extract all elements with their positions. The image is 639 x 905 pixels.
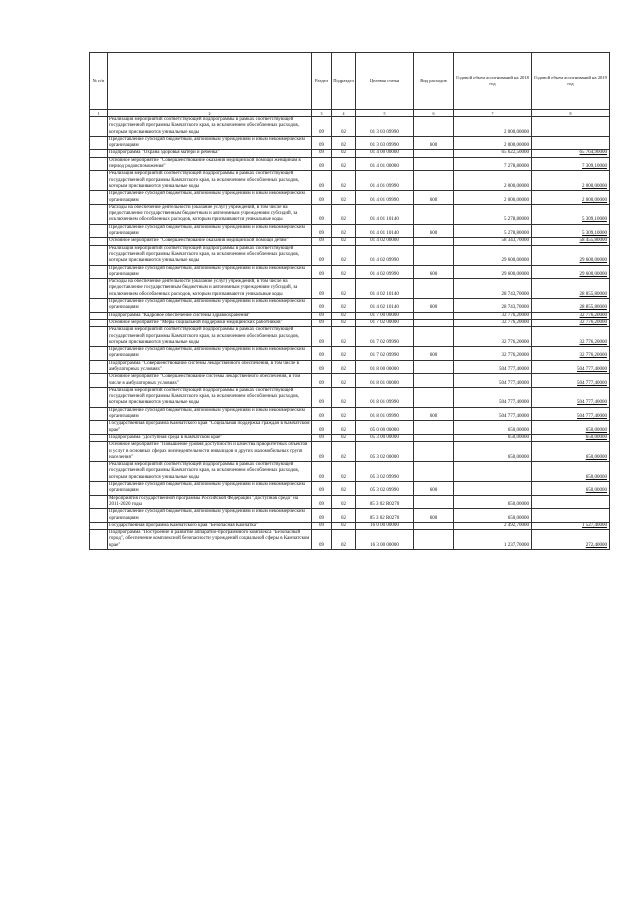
cell-y2018 [454,462,532,482]
cell-razdel: 09 [312,509,332,523]
cell-podrazdel: 02 [332,312,356,319]
cell-vid [414,150,454,157]
cell-y2018: 650,00000 [454,509,532,523]
cell-y2018: 504 777,40000 [454,407,532,421]
cell-razdel: 09 [312,347,332,361]
cell-vid: 600 [414,224,454,238]
cell-name: Подпрограмма "Кадровое обеспечение системы здравоохранения" [108,312,312,319]
cell-target: 01 4 01 10140 [356,204,414,224]
column-number-row [90,110,610,117]
cell-razdel: 09 [312,434,332,441]
cell-num [90,191,108,205]
cell-y2019: 2 000,00000 [532,191,610,205]
cell-razdel: 09 [312,530,332,550]
cell-target: 05 3 02 09990 [356,482,414,496]
cell-target: 01 8 00 00000 [356,360,414,374]
cell-podrazdel: 02 [332,421,356,435]
table-row [90,150,610,157]
cell-podrazdel: 02 [332,150,356,157]
cell-num [90,171,108,191]
cell-target: 05 3 02 R0270 [356,509,414,523]
cell-name: Предоставление субсидий бюджетным, автономным учреждениям и иным некоммерческим организациям [108,482,312,496]
cell-razdel: 09 [312,238,332,245]
cell-target: 05 3 02 R0270 [356,495,414,509]
table-row [90,157,610,171]
cell-vid [414,530,454,550]
column-number: 2 [108,110,312,117]
cell-name: Основное мероприятие "Совершенствование системы лекарственного обеспечения, в том числе в амбулаторных условиях" [108,374,312,388]
cell-razdel: 09 [312,387,332,407]
cell-podrazdel: 02 [332,434,356,441]
cell-y2018: 5 278,80000 [454,224,532,238]
cell-name: Основное мероприятие "Совершенствование оказания медицинской помощи детям" [108,238,312,245]
cell-podrazdel: 02 [332,204,356,224]
cell-podrazdel: 02 [332,530,356,550]
cell-vid: 600 [414,136,454,150]
cell-y2019: 58 455,80000 [532,238,610,245]
cell-y2019: 32 776,20000 [532,319,610,326]
cell-y2018: 29 600,00000 [454,265,532,279]
cell-y2018: 58 343,70000 [454,238,532,245]
cell-razdel: 09 [312,157,332,171]
cell-y2019: 504 777,40000 [532,374,610,388]
cell-y2019: 32 776,20000 [532,347,610,361]
cell-num [90,265,108,279]
cell-y2018: 32 776,20000 [454,319,532,326]
cell-y2018: 650,00000 [454,434,532,441]
cell-y2018: 5 278,80000 [454,204,532,224]
cell-y2018 [454,482,532,496]
cell-y2019: 32 776,20000 [532,312,610,319]
cell-vid: 600 [414,299,454,313]
table-row [90,509,610,523]
cell-target: 01 4 01 10140 [356,224,414,238]
cell-razdel: 09 [312,117,332,137]
table-row [90,347,610,361]
cell-podrazdel: 02 [332,509,356,523]
cell-y2018: 7 278,80000 [454,157,532,171]
cell-name: Основное мероприятие "Совершенствование оказания медицинской помощи женщинам в период родовспоможения" [108,157,312,171]
cell-y2019: 504 777,40000 [532,387,610,407]
cell-y2019: 7 309,10000 [532,157,610,171]
cell-target: 01 4 00 00000 [356,150,414,157]
cell-name: Предоставление субсидий бюджетным, автономным учреждениям и иным некоммерческим организациям [108,347,312,361]
column-number: 3 [312,110,332,117]
cell-target: 01 4 02 09990 [356,265,414,279]
cell-podrazdel: 02 [332,360,356,374]
cell-name: Подпрограмма "Охрана здоровья матери и ребенка" [108,150,312,157]
cell-num [90,522,108,529]
cell-num [90,238,108,245]
cell-num [90,136,108,150]
cell-podrazdel: 02 [332,191,356,205]
cell-y2019: 28 855,80000 [532,279,610,299]
cell-y2018: 504 777,40000 [454,360,532,374]
cell-y2019: 5 309,10000 [532,224,610,238]
cell-y2019: 650,00000 [532,442,610,462]
header-y2019: Годовой объем ассигнований на 2019 год [532,53,610,110]
cell-target: 01 3 03 09990 [356,136,414,150]
cell-target: 01 8 01 09990 [356,387,414,407]
cell-num [90,509,108,523]
table-row [90,495,610,509]
cell-podrazdel: 02 [332,245,356,265]
cell-num [90,462,108,482]
cell-y2018: 1 237,70000 [454,530,532,550]
cell-razdel: 09 [312,327,332,347]
table-row [90,407,610,421]
header-target: Целевая статья [356,53,414,110]
cell-name: Реализация мероприятий соответствующей подпрограммы в рамках соответствующей государственной программы Камчатского края, за исключением обособленных расходов, которым присваиваются уникальные коды [108,387,312,407]
cell-target: 01 4 02 09990 [356,245,414,265]
table-row [90,327,610,347]
cell-razdel: 09 [312,245,332,265]
cell-vid [414,360,454,374]
cell-y2018: 29 600,00000 [454,245,532,265]
cell-y2019 [532,117,610,137]
cell-razdel: 09 [312,312,332,319]
cell-num [90,434,108,441]
cell-razdel: 09 [312,265,332,279]
cell-target: 16 0 00 00000 [356,522,414,529]
cell-name: Основное мероприятие "Меры социальной поддержки медицинских работников" [108,319,312,326]
cell-num [90,360,108,374]
cell-y2018: 650,00000 [454,442,532,462]
cell-target: 01 3 03 09990 [356,117,414,137]
cell-razdel: 09 [312,462,332,482]
table-row [90,319,610,326]
cell-y2019: 29 600,00000 [532,265,610,279]
cell-num [90,387,108,407]
cell-y2019: 504 777,40000 [532,407,610,421]
cell-num [90,530,108,550]
cell-num [90,157,108,171]
cell-y2019: 32 776,20000 [532,327,610,347]
cell-vid [414,374,454,388]
header-name [108,53,312,110]
cell-y2019: 2 000,00000 [532,171,610,191]
cell-podrazdel: 02 [332,327,356,347]
cell-podrazdel: 02 [332,157,356,171]
cell-target: 05 0 00 00000 [356,421,414,435]
cell-target: 01 4 01 09990 [356,191,414,205]
table-row [90,482,610,496]
cell-razdel: 09 [312,360,332,374]
header-podrazdel: Подраздел [332,53,356,110]
table-row [90,462,610,482]
cell-podrazdel: 02 [332,522,356,529]
cell-razdel: 09 [312,224,332,238]
cell-podrazdel: 02 [332,495,356,509]
cell-y2019 [532,136,610,150]
header-y2018: Годовой объем ассигнований на 2018 год [454,53,532,110]
table-row [90,522,610,529]
cell-num [90,374,108,388]
cell-podrazdel: 02 [332,374,356,388]
cell-name: Предоставление субсидий бюджетным, автономным учреждениям и иным некоммерческим организациям [108,224,312,238]
cell-target: 01 4 01 09990 [356,171,414,191]
cell-podrazdel: 02 [332,407,356,421]
cell-podrazdel: 02 [332,224,356,238]
cell-y2018: 2 000,00000 [454,171,532,191]
cell-y2018: 28 743,70000 [454,279,532,299]
cell-name: Реализация мероприятий соответствующей подпрограммы в рамках соответствующей государственной программы Камчатского края, за исключением обособленных расходов, которым присваиваются уникальные коды [108,245,312,265]
cell-num [90,224,108,238]
cell-y2018: 2 000,00000 [454,117,532,137]
column-number: 8 [532,110,610,117]
cell-name: Реализация мероприятий соответствующей подпрограммы в рамках соответствующей государственной программы Камчатского края, за исключением обособленных расходов, которым присваиваются уникальные коды [108,171,312,191]
header-row [90,53,610,110]
cell-target: 05 3 00 00000 [356,434,414,441]
cell-y2019: 272,40000 [532,530,610,550]
cell-podrazdel: 02 [332,171,356,191]
cell-vid [414,522,454,529]
cell-razdel: 09 [312,421,332,435]
cell-num [90,319,108,326]
cell-num [90,495,108,509]
cell-vid [414,157,454,171]
cell-vid [414,421,454,435]
table-row [90,136,610,150]
cell-y2019 [532,495,610,509]
header-vid: Вид расходов [414,53,454,110]
cell-razdel: 09 [312,191,332,205]
cell-target: 01 4 02 10140 [356,279,414,299]
cell-razdel: 09 [312,482,332,496]
table-row [90,374,610,388]
cell-y2018: 2 000,00000 [454,136,532,150]
cell-podrazdel: 02 [332,347,356,361]
column-number: 6 [414,110,454,117]
table-row [90,238,610,245]
cell-y2019: 28 855,80000 [532,299,610,313]
cell-target: 01 4 02 10140 [356,299,414,313]
cell-podrazdel: 02 [332,462,356,482]
cell-target: 05 3 02 00000 [356,442,414,462]
cell-target: 01 7 02 00000 [356,319,414,326]
header-razdel: Раздел [312,53,332,110]
cell-name: Предоставление субсидий бюджетным, автономным учреждениям и иным некоммерческим организациям [108,265,312,279]
budget-table [89,52,610,550]
cell-name: Мероприятия государственной программы Российской Федерации "Доступная среда" на 2011-2020 годы [108,495,312,509]
cell-vid [414,117,454,137]
table-row [90,265,610,279]
cell-y2019: 1 527,40000 [532,522,610,529]
cell-num [90,442,108,462]
cell-vid [414,279,454,299]
column-number: 4 [332,110,356,117]
cell-y2019: 650,00000 [532,434,610,441]
cell-vid [414,312,454,319]
cell-y2018: 65 622,50000 [454,150,532,157]
cell-y2018: 32 776,20000 [454,327,532,347]
cell-vid [414,171,454,191]
cell-vid [414,238,454,245]
cell-y2019: 5 309,10000 [532,204,610,224]
cell-vid: 600 [414,347,454,361]
cell-y2019: 65 764,90000 [532,150,610,157]
cell-vid: 600 [414,191,454,205]
cell-razdel: 09 [312,279,332,299]
table-row [90,117,610,137]
table-row [90,279,610,299]
cell-target: 01 7 02 09990 [356,347,414,361]
cell-num [90,407,108,421]
table-row [90,245,610,265]
cell-y2018: 28 743,70000 [454,299,532,313]
cell-name: Предоставление субсидий бюджетным, автономным учреждениям и иным некоммерческим организациям [108,136,312,150]
column-number: 5 [356,110,414,117]
cell-num [90,279,108,299]
cell-num [90,150,108,157]
cell-target: 16 3 00 00000 [356,530,414,550]
cell-vid: 600 [414,509,454,523]
cell-name: Подпрограмма "Построение и развитие аппаратно-программного комплекса "Безопасный город", обеспечение комплексной безопасности учреждений социальной сферы в Камчатском крае" [108,530,312,550]
cell-podrazdel: 02 [332,117,356,137]
cell-name: Подпрограмма "Совершенствование системы лекарственного обеспечения, в том числе в амбулаторных условиях" [108,360,312,374]
cell-vid [414,462,454,482]
cell-vid [414,442,454,462]
cell-vid [414,434,454,441]
table-row [90,171,610,191]
cell-num [90,482,108,496]
cell-name: Государственная программа Камчатского края "Безопасная Камчатка" [108,522,312,529]
cell-name: Предоставление субсидий бюджетным, автономным учреждениям и иным некоммерческим организациям [108,509,312,523]
cell-num [90,204,108,224]
cell-y2019 [532,509,610,523]
cell-name: Государственная программа Камчатского края "Социальная поддержка граждан в Камчатском крае" [109,421,310,433]
table-row [90,421,610,435]
cell-vid [414,204,454,224]
cell-razdel: 09 [312,204,332,224]
cell-name: Реализация мероприятий соответствующей подпрограммы в рамках соответствующей государственной программы Камчатского края, за исключением обособленных расходов, которым присваиваются уникальные коды [108,327,312,347]
cell-target: 01 7 00 00000 [356,312,414,319]
cell-y2018: 504 777,40000 [454,387,532,407]
table-row [90,387,610,407]
cell-razdel: 09 [312,407,332,421]
cell-razdel: 09 [312,374,332,388]
table-row [90,204,610,224]
cell-podrazdel: 02 [332,279,356,299]
cell-num [90,347,108,361]
cell-y2019: 29 600,00000 [532,245,610,265]
cell-num [90,245,108,265]
cell-razdel: 09 [312,171,332,191]
table-row [90,360,610,374]
cell-podrazdel: 02 [332,265,356,279]
cell-target: 01 8 01 09990 [356,407,414,421]
cell-target: 05 3 02 09990 [356,462,414,482]
table-row [90,442,610,462]
cell-name: Подпрограмма "Доступная среда в Камчатском крае" [108,434,312,441]
cell-name: Расходы на обеспечение деятельности (оказание услуг) учреждений, в том числе на предоставление государственным бюджетным и автономным учреждениям субсидий, за исключением обособленных расходов, которым присваиваются уникальные коды [108,279,312,299]
table-row [90,299,610,313]
cell-num [90,117,108,137]
cell-razdel: 09 [312,319,332,326]
column-number: 7 [454,110,532,117]
cell-num [90,312,108,319]
table-row [90,530,610,550]
cell-podrazdel: 02 [332,319,356,326]
cell-name: Основное мероприятие "Повышение уровня доступности и качества приоритетных объектов и услуг в основных сферах жизнедеятельности инвалидов и других маломобильных групп населения" [108,442,312,462]
cell-y2018: 650,00000 [454,421,532,435]
cell-name: Реализация мероприятий соответствующей подпрограммы в рамках соответствующей государственной программы Камчатского края, за исключением обособленных расходов, которым присваиваются уникальные коды [108,117,312,137]
table-row [90,312,610,319]
cell-name: Предоставление субсидий бюджетным, автономным учреждениям и иным некоммерческим организациям [108,299,312,313]
cell-vid [414,495,454,509]
cell-target: 01 4 02 00000 [356,238,414,245]
column-number: 1 [90,110,108,117]
cell-num [90,327,108,347]
cell-y2019: 650,00000 [532,462,610,482]
cell-y2019: 504 777,40000 [532,360,610,374]
cell-name: Расходы на обеспечение деятельности (оказание услуг) учреждений, в том числе на предоставление государственным бюджетным и автономным учреждениям субсидий, за исключением обособленных расходов, которым присваиваются уникальные коды [108,204,312,224]
cell-num [90,421,108,435]
cell-razdel: 09 [312,495,332,509]
cell-y2018: 2 492,70000 [454,522,532,529]
header-num: № п/п [90,53,108,110]
cell-podrazdel: 02 [332,299,356,313]
cell-razdel: 09 [312,150,332,157]
cell-podrazdel: 02 [332,442,356,462]
cell-razdel: 09 [312,136,332,150]
table-row [90,434,610,441]
cell-y2018: 504 777,40000 [454,374,532,388]
cell-vid [414,387,454,407]
cell-name: Предоставление субсидий бюджетным, автономным учреждениям и иным некоммерческим организациям [108,191,312,205]
cell-y2018: 2 000,00000 [454,191,532,205]
cell-y2018: 32 776,20000 [454,312,532,319]
cell-vid: 600 [414,407,454,421]
cell-target: 01 4 01 00000 [356,157,414,171]
cell-target: 01 8 01 00000 [356,374,414,388]
cell-y2019: 650,00000 [532,482,610,496]
cell-podrazdel: 02 [332,136,356,150]
cell-razdel: 09 [312,299,332,313]
cell-y2018: 32 776,20000 [454,347,532,361]
cell-target: 01 7 02 09990 [356,327,414,347]
cell-name: Реализация мероприятий соответствующей подпрограммы в рамках соответствующей государственной программы Камчатского края, за исключением обособленных расходов, которым присваиваются уникальные коды [108,462,312,482]
cell-vid [414,245,454,265]
cell-vid [414,327,454,347]
cell-vid [414,319,454,326]
document-page [89,52,609,550]
cell-podrazdel: 02 [332,387,356,407]
cell-y2018: 650,00000 [454,495,532,509]
table-row [90,224,610,238]
cell-name: Предоставление субсидий бюджетным, автономным учреждениям и иным некоммерческим организациям [108,407,312,421]
cell-num [90,299,108,313]
cell-vid: 600 [414,265,454,279]
cell-razdel: 09 [312,522,332,529]
cell-podrazdel: 02 [332,238,356,245]
cell-podrazdel: 02 [332,482,356,496]
cell-razdel: 09 [312,442,332,462]
cell-vid: 600 [414,482,454,496]
cell-y2019: 650,00000 [532,421,610,435]
table-row [90,191,610,205]
